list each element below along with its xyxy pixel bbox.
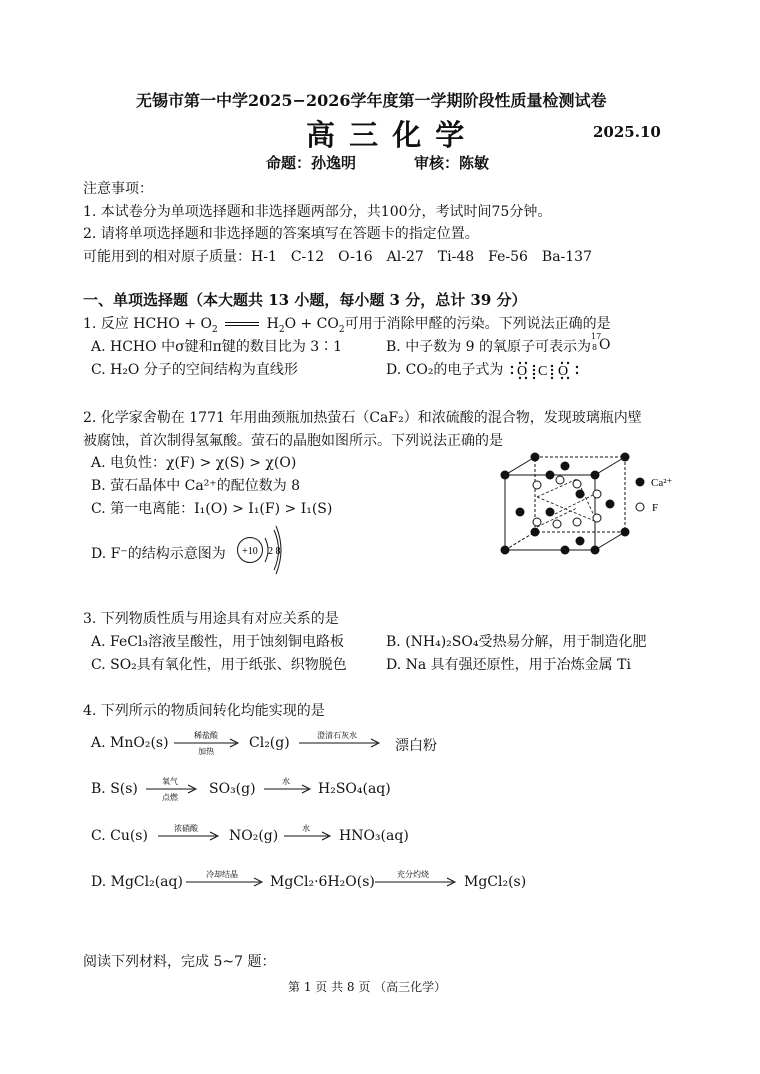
q4d-arrow-1	[184, 869, 266, 893]
q4a-product: 漂白粉	[395, 738, 437, 754]
q2-option-c: C. 第一电离能：I₁(O) > I₁(F) > I₁(S)	[91, 501, 333, 517]
q4d-reactant: D. MgCl₂(aq)	[91, 874, 183, 890]
page-footer: 第 1 页 共 8 页 （高三化学）	[288, 980, 447, 994]
q4a-condition-top: 稀盐酸	[194, 731, 218, 740]
q1-equation: 1. 反应 HCHO + $O_2$ $H_2O + CO_2$	[83, 316, 345, 335]
fluoride-ion-structure-diagram	[234, 524, 304, 576]
q4a-condition-bottom: 加热	[198, 747, 214, 756]
q4c-reactant: C. Cu(s)	[91, 828, 148, 844]
q2-stem-line2: 被腐蚀，首次制得氢氟酸。萤石的晶胞如图所示。下列说法正确的是	[83, 433, 503, 449]
q1-stem	[83, 313, 611, 335]
q1-option-d-text: D. CO₂的电子式为	[386, 362, 504, 378]
oxygen-17-symbol: 17 8 O	[591, 332, 611, 353]
q4d-condition-2: 充分灼烧	[397, 870, 429, 879]
q1-option-c: C. H₂O 分子的空间结构为直线形	[91, 362, 298, 378]
q4b-arrow-2	[262, 776, 314, 800]
q4d-condition-1: 冷却结晶	[206, 870, 238, 879]
q4a-condition-2: 澄清石灰水	[317, 731, 357, 740]
subject-title: 高 三 化 学	[306, 118, 467, 152]
atomic-masses: 可能用到的相对原子质量：H-1 C-12 O-16 Al-27 Ti-48 Fe-56 Ba-137	[83, 249, 592, 265]
q4c-product: HNO₃(aq)	[339, 828, 409, 844]
nucleus-charge: +10	[242, 546, 258, 557]
q1-stem-tail: 可用于消除甲醛的污染。下列说法正确的是	[344, 316, 611, 332]
q4b-condition-bottom: 点燃	[162, 793, 178, 802]
q2-option-d: D. F⁻的结构示意图为	[91, 546, 226, 562]
q2-stem-line1: 2. 化学家舍勒在 1771 年用曲颈瓶加热萤石（CaF₂）和浓硫酸的混合物，发现玻璃瓶内壁	[83, 410, 642, 426]
q4a-reactant: A. MnO₂(s)	[91, 735, 169, 751]
exam-date: 2025.10	[593, 123, 661, 141]
q1-option-b-text: B. 中子数为 9 的氧原子可表示为	[386, 339, 591, 355]
reading-instruction: 阅读下列材料，完成 5~7 题：	[83, 954, 276, 970]
q4a-intermediate: Cl₂(g)	[249, 735, 290, 751]
q4c-arrow-1	[156, 823, 222, 847]
svg-text:C: C	[537, 364, 548, 379]
q4c-arrow-2	[282, 823, 334, 847]
q4c-condition-1: 浓硝酸	[174, 824, 198, 833]
q4b-intermediate: SO₃(g)	[209, 781, 256, 797]
section-heading: 一、单项选择题（本大题共 13 小题，每小题 3 分，总计 39 分）	[83, 291, 527, 309]
legend-ca-label: Ca²⁺	[651, 477, 673, 489]
co2-electron-formula	[508, 360, 600, 380]
notes-heading: 注意事项：	[83, 181, 153, 197]
q2-option-b: B. 萤石晶体中 Ca²⁺的配位数为 8	[91, 478, 301, 494]
q3-option-c: C. SO₂具有氧化性，用于纸张、织物脱色	[91, 657, 347, 673]
q4b-product: H₂SO₄(aq)	[318, 781, 391, 797]
q3-option-b: B. (NH₄)₂SO₄受热易分解，用于制造化肥	[386, 634, 647, 650]
q3-option-a: A. FeCl₃溶液呈酸性，用于蚀刻铜电路板	[91, 634, 345, 650]
q4a-arrow-2	[297, 730, 383, 754]
legend-f-label: F	[652, 502, 659, 514]
q4b-reactant: B. S(s)	[91, 781, 138, 797]
electron-shell-counts: 2 8	[268, 546, 281, 557]
q4d-product: MgCl₂(s)	[464, 874, 527, 890]
q4d-intermediate: MgCl₂·6H₂O(s)	[270, 874, 375, 890]
q3-stem: 3. 下列物质性质与用途具有对应关系的是	[83, 611, 339, 627]
q4-stem: 4. 下列所示的物质间转化均能实现的是	[83, 703, 325, 719]
fluorite-unit-cell-diagram	[495, 452, 685, 562]
q1-option-a: A. HCHO 中σ键和π键的数目比为 3∶1	[91, 339, 343, 355]
q1-option-b	[386, 332, 611, 356]
svg-text:O: O	[557, 364, 569, 379]
q4c-intermediate: NO₂(g)	[229, 828, 279, 844]
q4b-condition-top: 氧气	[162, 777, 178, 786]
q1-option-d	[386, 359, 600, 380]
q4c-condition-2: 水	[302, 824, 310, 833]
reviewer-line: 审核：陈敏	[414, 154, 490, 172]
author-line: 命题：孙逸明	[266, 154, 357, 172]
q3-option-d: D. Na 具有强还原性，用于冶炼金属 Ti	[386, 657, 631, 673]
q4b-condition-2: 水	[282, 777, 290, 786]
q2-option-a: A. 电负性：χ(F) > χ(S) > χ(O)	[91, 455, 297, 471]
school-title: 无锡市第一中学2025−2026学年度第一学期阶段性质量检测试卷	[136, 91, 607, 110]
q4a-arrow-1	[172, 730, 244, 760]
svg-text:O: O	[516, 364, 528, 379]
notes-item-1: 1. 本试卷分为单项选择题和非选择题两部分，共100分，考试时间75分钟。	[83, 204, 552, 220]
notes-item-2: 2. 请将单项选择题和非选择题的答案填写在答题卡的指定位置。	[83, 226, 479, 242]
q4b-arrow-1	[144, 776, 200, 806]
q4d-arrow-2	[373, 869, 459, 893]
